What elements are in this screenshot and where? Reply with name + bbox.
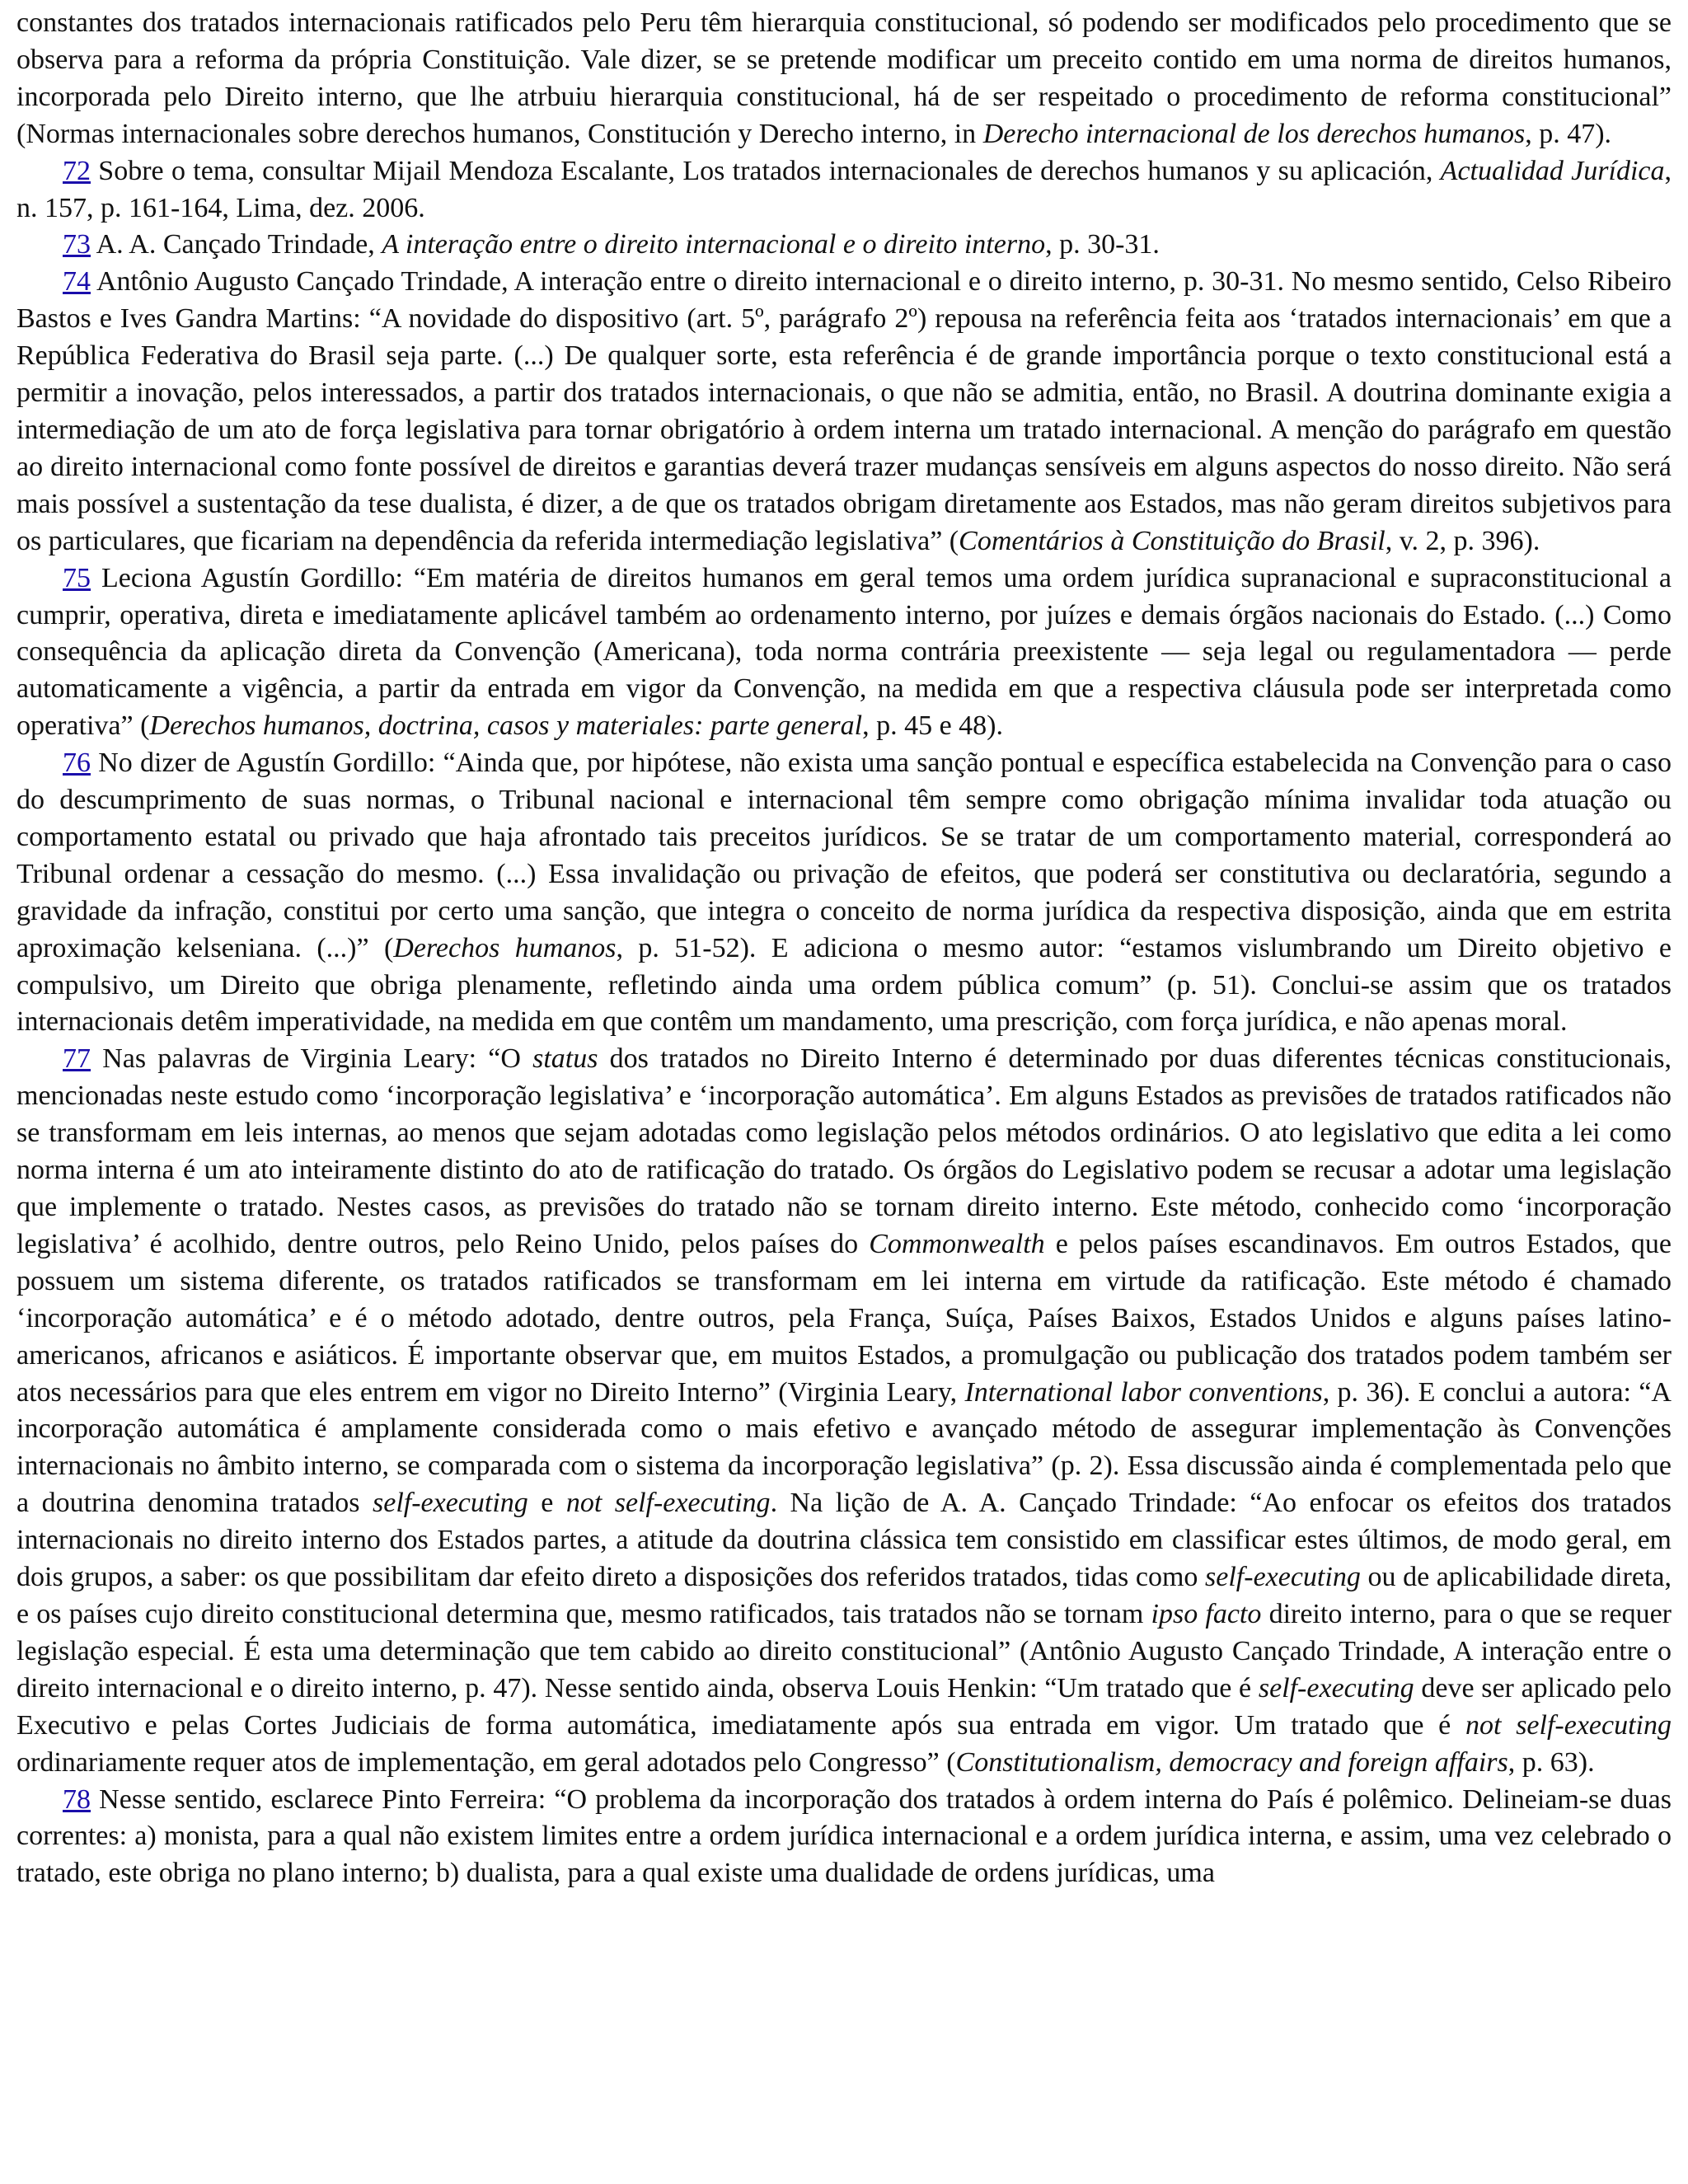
note-italic-term: ipso facto bbox=[1151, 1598, 1262, 1629]
note-text: dos tratados no Direito Interno é determinado por duas diferentes técnicas constitucionais, mencionadas neste estudo como ‘incorporação legislativa’ e ‘incorporação automática’. Em alguns Estados as previsões de tratados ratificados não se transformam em leis internas, ao menos que sejam adotadas como legislação pelos métodos ordinários. O ato legislativo que edita a lei como norma interna é um ato inteiramente distinto do ato de ratificação do tratado. Os órgãos do Legislativo podem se recusar a adotar uma legislação que implemente o tratado. Nestes casos, as previsões do tratado não se tornam direito interno. Este método, conhecido como ‘incorporação legislativa’ é acolhido, dentre outros, pelo Reino Unido, pelos países do bbox=[16, 1043, 1672, 1259]
footnote-75 bbox=[16, 560, 1672, 746]
note-italic-title: Derechos humanos, doctrina, casos y materiales: parte general bbox=[149, 710, 863, 742]
note-text: , n. 157, p. 161-164, Lima, dez. 2006. bbox=[16, 155, 1672, 223]
note-text: Nesse sentido, esclarece Pinto Ferreira: “O problema da incorporação dos tratados à ordem interna do País é polêmico. Delineiam-se duas correntes: a) monista, para a qual não existem limites entre a ordem jurídica internacional e a ordem jurídica interna, e assim, uma vez celebrado o tratado, este obriga no plano interno; b) dualista, para a qual existe uma dualidade de ordens jurídicas, uma bbox=[16, 1783, 1672, 1889]
note-text: , p. 36). E conclui a autora: “A incorporação automática é amplamente considerada como o mais efetivo e avançado método de assegurar implementação às Convenções internacionais no âmbito interno, se comparada com o sistema da incorporação legislativa” (p. 2). Essa discussão ainda é complementada pelo que a doutrina denomina tratados bbox=[16, 1376, 1672, 1519]
note-italic-title: Derechos humanos bbox=[393, 932, 617, 963]
note-italic-term: not self-executing bbox=[1465, 1709, 1672, 1741]
footnote-76 bbox=[16, 745, 1672, 1041]
footnote-72 bbox=[16, 153, 1672, 227]
footnote-link-77[interactable]: 77 bbox=[63, 1043, 91, 1075]
footnote-73 bbox=[16, 227, 1672, 264]
note-italic-term: self-executing bbox=[373, 1488, 528, 1519]
note-text: , p. 51-52). E adiciona o mesmo autor: “estamos vislumbrando um Direito objetivo e compulsivo, um Direito que obriga plenamente, refletindo ainda uma ordem pública comum” (p. 51). Conclui-se assim que os tratados internacionais detêm imperatividade, na medida em que contêm um mandamento, uma prescrição, com força jurídica, e não apenas moral. bbox=[16, 932, 1672, 1038]
note-text: , p. 30-31. bbox=[1045, 229, 1160, 260]
note-italic-title: Actualidad Jurídica bbox=[1440, 155, 1665, 186]
footnote-link-73[interactable]: 73 bbox=[63, 229, 91, 260]
footnote-link-75[interactable]: 75 bbox=[63, 562, 91, 593]
note-italic-title: Comentários à Constituição do Brasil bbox=[959, 525, 1386, 556]
footnote-74 bbox=[16, 264, 1672, 560]
footnote-continuation bbox=[16, 5, 1672, 153]
note-text: ordinariamente requer atos de implementação, em geral adotados pelo Congresso” ( bbox=[16, 1746, 956, 1778]
footnote-78 bbox=[16, 1782, 1672, 1893]
note-text: constantes dos tratados internacionais ratificados pelo Peru têm hierarquia constitucional, só podendo ser modificados pelo procedimento que se observa para a reforma da própria Constituição. Vale dizer, se se pretende modificar um preceito contido em uma norma de direitos humanos, incorporada pelo Direito interno, que lhe atrbuiu hierarquia constitucional, há de ser respeitado o procedimento de reforma constitucional” (Normas internacionales sobre derechos humanos, Constitución y Derecho interno, in bbox=[16, 7, 1672, 149]
note-italic-term: not self-executing bbox=[565, 1488, 771, 1519]
note-italic-title: Derecho internacional de los derechos humanos bbox=[982, 118, 1526, 149]
footnote-77 bbox=[16, 1041, 1672, 1781]
footnote-link-74[interactable]: 74 bbox=[63, 266, 91, 298]
note-text: , p. 47). bbox=[1525, 118, 1612, 149]
note-italic-term: self-executing bbox=[1205, 1562, 1361, 1593]
note-text: Antônio Augusto Cançado Trindade, A interação entre o direito internacional e o direito interno, p. 30-31. No mesmo sentido, Celso Ribeiro Bastos e Ives Gandra Martins: “A novidade do dispositivo (art. 5º, parágrafo 2º) repousa na referência feita aos ‘tratados internacionais’ em que a República Federativa do Brasil seja parte. (...) De qualquer sorte, esta referência é de grande importância porque o texto constitucional está a permitir a inovação, pelos interessados, a partir dos tratados internacionais, o que não se admitia, então, no Brasil. A doutrina dominante exigia a intermediação de um ato de força legislativa para tornar obrigatório à ordem interna um tratado internacional. A menção do parágrafo em questão ao direito internacional como fonte possível de direitos e garantias deverá trazer mudanças sensíveis em alguns aspectos do nosso direito. Não será mais possível a sustentação da tese dualista, é dizer, a de que os tratados obrigam diretamente aos Estados, mas não geram direitos subjetivos para os particulares, que ficariam na dependência da referida intermediação legislativa” ( bbox=[16, 266, 1672, 556]
note-text: , p. 63). bbox=[1507, 1746, 1595, 1778]
note-text: direito interno, para o que se requer legislação especial. É esta uma determinação que tem cabido ao direito constitucional” (Antônio Augusto Cançado Trindade, A interação entre o direito internacional e o direito interno, p. 47). Nesse sentido ainda, observa Louis Henkin: “Um tratado que é bbox=[16, 1598, 1672, 1704]
note-text: Sobre o tema, consultar Mijail Mendoza Escalante, Los tratados internacionales de derechos humanos y su aplicación, bbox=[91, 155, 1441, 186]
note-text: . Na lição de A. A. Cançado Trindade: “Ao enfocar os efeitos dos tratados internacionais no direito interno dos Estados partes, a atitude da doutrina clássica tem consistido em classificar estes últimos, de modo geral, em dois grupos, a saber: os que possibilitam dar efeito direto a disposições dos referidos tratados, tidas como bbox=[16, 1488, 1672, 1593]
note-text: , v. 2, p. 396). bbox=[1385, 525, 1540, 556]
note-italic-title: A interação entre o direito internacional e o direito interno bbox=[382, 229, 1046, 260]
note-italic-term: self-executing bbox=[1258, 1672, 1414, 1704]
note-text: , p. 45 e 48). bbox=[862, 710, 1003, 742]
note-text: No dizer de Agustín Gordillo: “Ainda que, por hipótese, não exista uma sanção pontual e específica estabelecida na Convenção para o caso do descumprimento de suas normas, o Tribunal nacional e internacional têm sempre como obrigação mínima invalidar toda atuação ou comportamento estatal ou privado que haja afrontado tais preceitos jurídicos. Se se tratar de um comportamento material, corresponderá ao Tribunal ordenar a cessação do mesmo. (...) Essa invalidação ou privação de efeitos, que poderá ser constitutiva ou declaratória, segundo a gravidade da infração, constitui por certo uma sanção, que integra o conceito de norma jurídica da respectiva disposição, ainda que em estrita aproximação kelseniana. (...)” ( bbox=[16, 748, 1672, 963]
note-text: Leciona Agustín Gordillo: “Em matéria de direitos humanos em geral temos uma ordem jurídica supranacional e supraconstitucional a cumprir, operativa, direta e imediatamente aplicável também ao ordenamento interno, por juízes e demais órgãos nacionais do Estado. (...) Como consequência da aplicação direta da Convenção (Americana), toda norma contrária preexistente — seja legal ou regulamentadora — perde automaticamente a vigência, a partir da entrada em vigor da Convenção, na medida em que a respectiva cláusula pode ser interpretada como operativa” ( bbox=[16, 562, 1672, 742]
note-text: ou de aplicabilidade direta, e os países cujo direito constitucional determina que, mesmo ratificados, tais tratados não se tornam bbox=[16, 1562, 1672, 1629]
footnote-link-72[interactable]: 72 bbox=[63, 155, 91, 186]
note-text: Nas palavras de Virginia Leary: “O bbox=[91, 1043, 533, 1075]
note-text: A. A. Cançado Trindade, bbox=[91, 229, 382, 260]
note-text: e pelos países escandinavos. Em outros Estados, que possuem um sistema diferente, os tratados ratificados se transformam em lei interna em virtude da ratificação. Este método é chamado ‘incorporação automática’ e é o método adotado, dentre outros, pela França, Suíça, Países Baixos, Estados Unidos e alguns países latino-americanos, africanos e asiáticos. É importante observar que, em muitos Estados, a promulgação ou publicação dos tratados podem também ser atos necessários para que eles entrem em vigor no Direito Interno” (Virginia Leary, bbox=[16, 1228, 1672, 1408]
note-italic-title: International labor conventions bbox=[964, 1376, 1323, 1408]
note-text: deve ser aplicado pelo Executivo e pelas Cortes Judiciais de forma automática, imediatamente após sua entrada em vigor. Um tratado que é bbox=[16, 1672, 1672, 1741]
footnote-link-76[interactable]: 76 bbox=[63, 748, 91, 779]
note-italic-term: status bbox=[532, 1043, 598, 1075]
footnote-link-78[interactable]: 78 bbox=[63, 1783, 91, 1815]
note-italic-title: Constitutionalism, democracy and foreign affairs bbox=[955, 1746, 1508, 1778]
note-text: e bbox=[528, 1488, 566, 1519]
note-italic-term: Commonwealth bbox=[869, 1228, 1045, 1259]
